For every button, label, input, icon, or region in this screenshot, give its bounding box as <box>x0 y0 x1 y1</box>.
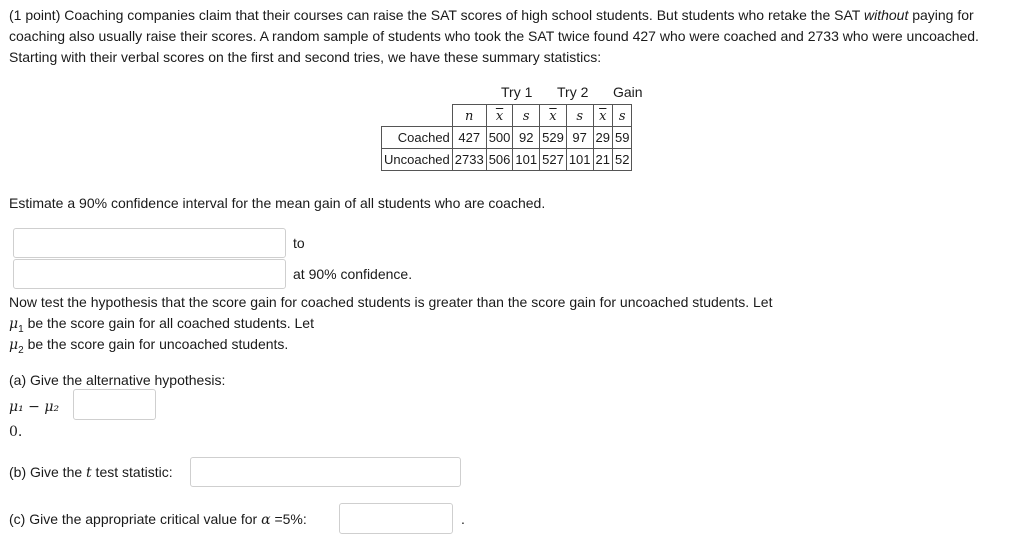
alternative-hypothesis-input[interactable] <box>73 389 156 420</box>
part-c-label-pre: (c) Give the appropriate critical value for <box>9 511 262 527</box>
table-cell: 427 <box>452 127 486 149</box>
table-cell: 529 <box>540 127 567 149</box>
part-a-expression: μ₁ − μ₂ <box>9 399 60 415</box>
part-b-label <box>9 464 173 481</box>
header-try2: Try 2 <box>557 84 589 100</box>
mu1-subscript: 1 <box>18 323 24 335</box>
table-cell: 500 <box>486 127 513 149</box>
table-cell: 97 <box>566 127 593 149</box>
part-a-zero: 0. <box>9 424 23 440</box>
alpha-symbol: α <box>261 512 271 528</box>
table-cell: 52 <box>612 149 631 171</box>
table-cell: 92 <box>513 127 540 149</box>
part-c-label-post: =5%: <box>270 511 307 527</box>
table-cell: 29 <box>593 127 612 149</box>
table-cell: 101 <box>566 149 593 171</box>
part-a-label: (a) Give the alternative hypothesis: <box>9 372 226 388</box>
row-label-uncoached: Uncoached <box>382 149 453 171</box>
table-row <box>382 127 632 149</box>
table-symbol-row <box>382 105 632 127</box>
ci-upper-input[interactable] <box>13 259 286 289</box>
table-cell: 101 <box>513 149 540 171</box>
table-cell: 2733 <box>452 149 486 171</box>
ci-prompt: Estimate a 90% confidence interval for the mean gain of all students who are coached. <box>9 195 546 211</box>
ci-to-label: to <box>293 235 305 251</box>
symbol-xbar-try1: $\overline{x}$ <box>486 105 513 127</box>
critical-value-input[interactable] <box>339 503 453 534</box>
table-cell: 59 <box>612 127 631 149</box>
table-row <box>382 149 632 171</box>
ci-confidence-label: at 90% confidence. <box>293 266 413 282</box>
intro-text-1: (1 point) Coaching companies claim that their courses can raise the SAT scores of high school students. But students who retake the SAT <box>9 7 864 23</box>
row-label-coached: Coached <box>382 127 453 149</box>
problem-statement <box>9 5 1019 68</box>
mu1-symbol: μ <box>9 316 19 332</box>
symbol-n: n <box>452 105 486 127</box>
symbol-s-gain: s <box>612 105 631 127</box>
summary-statistics-table <box>381 104 632 171</box>
table-cell: 527 <box>540 149 567 171</box>
intro-text-2: paying for coaching also usually raise their scores. A random sample of students who took the SAT twice found 427 who were coached and 2733 who were uncoached. Starting with their verbal scores on the first and second tries, we have these summary statistics: <box>9 7 979 65</box>
header-gain: Gain <box>613 84 643 100</box>
part-b-label-pre: (b) Give the <box>9 464 87 480</box>
mu1-definition <box>9 315 314 335</box>
mu2-description: be the score gain for uncoached students. <box>27 336 289 352</box>
intro-italic-word: without <box>863 7 909 23</box>
mu2-definition <box>9 336 288 356</box>
symbol-s-try2: s <box>566 105 593 127</box>
ci-lower-input[interactable] <box>13 228 286 258</box>
mu2-symbol: μ <box>9 337 19 353</box>
mu2-subscript: 2 <box>18 344 24 356</box>
part-b-label-post: test statistic: <box>91 464 173 480</box>
symbol-xbar-gain: $\overline{x}$ <box>593 105 612 127</box>
table-cell: 506 <box>486 149 513 171</box>
table-corner <box>382 105 453 127</box>
hypothesis-prompt: Now test the hypothesis that the score gain for coached students is greater than the score gain for uncoached students. Let <box>9 294 773 310</box>
header-try1: Try 1 <box>501 84 533 100</box>
t-statistic-input[interactable] <box>190 457 461 487</box>
symbol-xbar-try2: $\overline{x}$ <box>540 105 567 127</box>
table-cell: 21 <box>593 149 612 171</box>
mu1-description: be the score gain for all coached students. Let <box>27 315 314 331</box>
part-c-trailing-period: . <box>461 511 465 527</box>
symbol-s-try1: s <box>513 105 540 127</box>
t-symbol: t <box>86 465 92 481</box>
part-c-label <box>9 511 307 528</box>
